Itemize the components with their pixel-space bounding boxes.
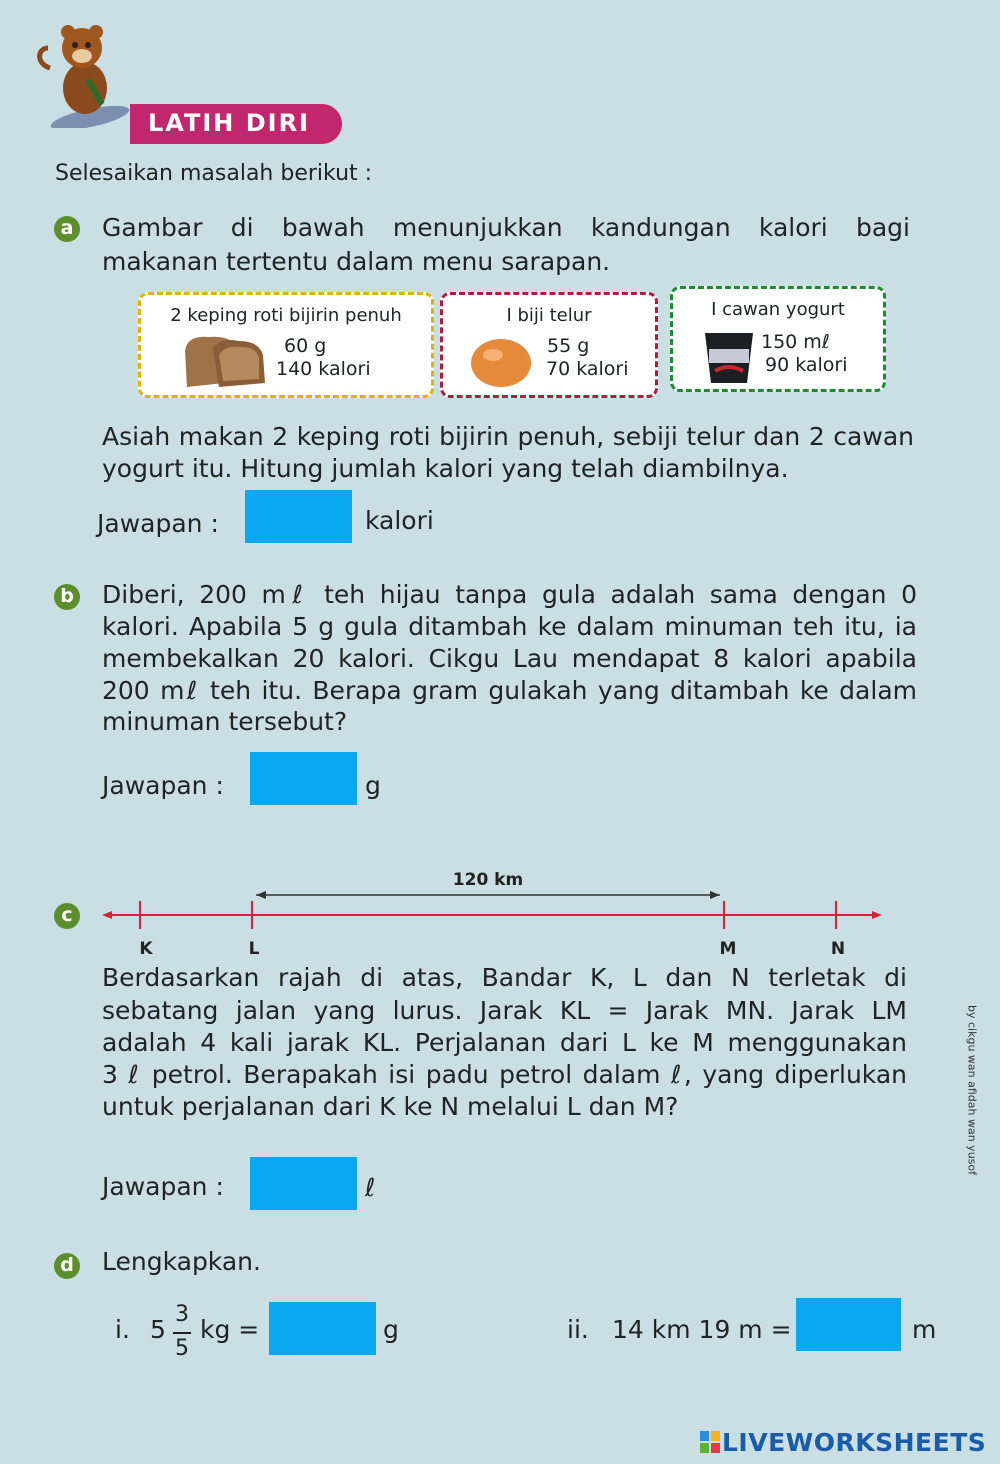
qb-line4: 200 mℓ teh itu. Berapa gram gulakah yang ditambah ke dalam [102,676,917,705]
yogurt-cup-icon [699,327,759,387]
qd-i-whole: 5 [150,1315,166,1344]
qa-text-line1: Gambar di bawah menunjukkan kandungan kalori bagi [102,213,910,242]
qd-ii-answer-box[interactable] [796,1298,901,1351]
card-yogurt [670,286,886,392]
liveworksheets-grid-icon [700,1431,720,1453]
card-egg [440,292,658,398]
instruction-text: Selesaikan masalah berikut : [55,161,373,186]
fraction-bar [173,1332,191,1334]
card-bread-calories: 140 kalori [276,358,371,380]
egg-icon [467,333,537,393]
qb-answer-label: Jawapan : [102,771,224,800]
qd-i-numerator: 3 [175,1302,189,1327]
side-credit [962,990,982,1190]
badge-b: b [54,584,80,610]
label-l: L [248,939,260,959]
bread-icon [179,331,275,391]
qc-unit: ℓ [365,1173,376,1202]
qc-line2: sebatang jalan yang lurus. Jarak KL = Jarak MN. Jarak LM [102,996,907,1025]
qd-ii-expr: 14 km 19 m = [612,1315,792,1344]
qb-answer-box[interactable] [250,752,357,805]
qd-ii-unit: m [912,1315,937,1344]
card-egg-amount: 55 g [547,335,590,357]
qa-answer-box[interactable] [245,490,352,543]
qc-line5: untuk perjalanan dari K ke N melalui L dan M? [102,1092,679,1121]
distance-diagram [0,860,1000,970]
label-m: M [719,939,737,959]
qa-question-line2: yogurt itu. Hitung jumlah kalori yang telah diambilnya. [102,454,789,483]
qd-i-answer-box[interactable] [269,1302,376,1355]
qc-line3: adalah 4 kali jarak KL. Perjalanan dari L ke M menggunakan [102,1028,907,1057]
cheetah-mascot-icon [30,18,140,132]
qc-answer-label: Jawapan : [102,1172,224,1201]
qa-text-line2: makanan tertentu dalam menu sarapan. [102,247,611,276]
badge-c: c [54,903,80,929]
qd-ii-label: ii. [567,1315,589,1344]
latih-diri-banner [130,104,342,144]
card-yogurt-calories: 90 kalori [765,354,848,376]
banner-title: LATIH DIRI [148,109,311,137]
qd-i-unit-to: g [383,1315,399,1344]
qa-question-line1: Asiah makan 2 keping roti bijirin penuh, sebiji telur dan 2 cawan [102,422,914,451]
badge-d: d [54,1253,80,1279]
qb-line2: kalori. Apabila 5 g gula ditambah ke dalam minuman teh itu, ia [102,612,917,641]
qd-i-denominator: 5 [175,1336,189,1361]
card-bread-title: 2 keping roti bijirin penuh [170,305,402,326]
qb-line1: Diberi, 200 mℓ teh hijau tanpa gula adalah sama dengan 0 [102,580,917,609]
card-egg-calories: 70 kalori [546,358,629,380]
card-yogurt-amount: 150 mℓ [761,331,830,353]
qc-answer-box[interactable] [250,1157,357,1210]
card-bread [138,292,434,398]
label-n: N [830,939,846,959]
qa-unit: kalori [365,506,434,535]
card-yogurt-title: I cawan yogurt [711,299,845,320]
qb-line5: minuman tersebut? [102,707,348,736]
card-egg-title: I biji telur [506,305,592,326]
card-bread-amount: 60 g [284,335,327,357]
qd-i-label: i. [115,1315,130,1344]
qb-unit: g [365,771,381,800]
qc-line1: Berdasarkan rajah di atas, Bandar K, L dan N terletak di [102,963,907,992]
badge-a: a [54,216,80,242]
qc-line4: 3 ℓ petrol. Berapakah isi padu petrol dalam ℓ, yang diperlukan [102,1060,907,1089]
distance-label: 120 km [452,870,524,890]
side-credit-text: by cikgu wan afidah wan yusof [965,1004,979,1176]
qd-i-unit-from: kg = [200,1315,260,1344]
footer-logo-text: LIVEWORKSHEETS [722,1428,987,1457]
qb-line3: membekalkan 20 kalori. Cikgu Lau mendapat 8 kalori apabila [102,644,917,673]
qd-title: Lengkapkan. [102,1247,261,1276]
qa-answer-label: Jawapan : [97,509,219,538]
label-k: K [139,939,153,959]
